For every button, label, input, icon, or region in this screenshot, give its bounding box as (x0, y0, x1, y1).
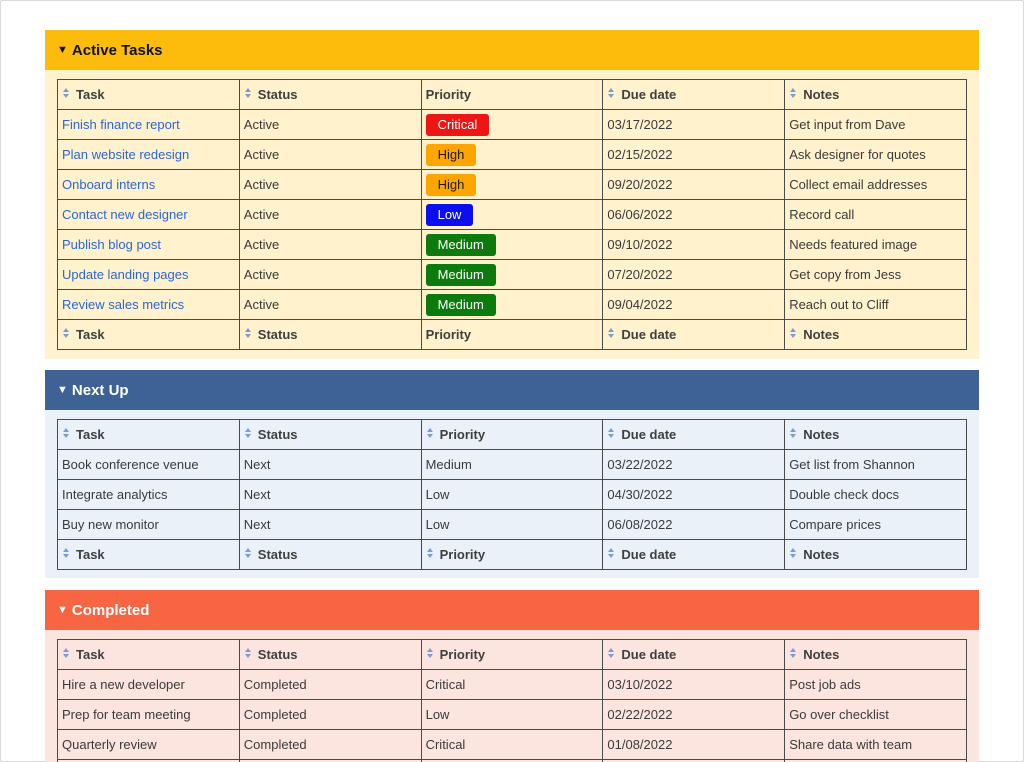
column-header-task[interactable]: Task (58, 640, 240, 670)
sort-icon[interactable] (426, 428, 436, 440)
notes-cell: Share data with team (785, 730, 967, 760)
sort-icon[interactable] (244, 648, 254, 660)
priority-badge: Medium (426, 294, 496, 316)
priority-cell: Critical (421, 670, 603, 700)
active-tasks-table (57, 79, 967, 350)
due-date-cell: 09/10/2022 (603, 230, 785, 260)
table-row (58, 730, 967, 760)
status-cell: Next (239, 480, 421, 510)
notes-cell: Collect email addresses (785, 170, 967, 200)
due-date-cell: 03/22/2022 (603, 450, 785, 480)
column-footer-status[interactable]: Status (239, 320, 421, 350)
column-header-due-date[interactable]: Due date (603, 640, 785, 670)
sort-icon[interactable] (244, 328, 254, 340)
due-date-cell: 07/20/2022 (603, 260, 785, 290)
status-cell: Completed (239, 700, 421, 730)
caret-down-icon[interactable]: ▼ (57, 604, 68, 616)
sort-icon[interactable] (789, 328, 799, 340)
caret-down-icon[interactable]: ▼ (57, 384, 68, 396)
column-header-task[interactable]: Task (58, 80, 240, 110)
sort-icon[interactable] (62, 548, 72, 560)
column-header-priority[interactable]: Priority (421, 640, 603, 670)
priority-cell: Low (421, 510, 603, 540)
column-footer-status[interactable]: Status (239, 540, 421, 570)
due-date-cell: 01/08/2022 (603, 730, 785, 760)
table-row (58, 510, 967, 540)
status-cell: Active (239, 230, 421, 260)
table-row (58, 290, 967, 320)
sort-icon[interactable] (789, 88, 799, 100)
due-date-cell: 06/08/2022 (603, 510, 785, 540)
table-row (58, 170, 967, 200)
due-date-cell: 04/30/2022 (603, 480, 785, 510)
column-header-status[interactable]: Status (239, 420, 421, 450)
task-link[interactable]: Plan website redesign (62, 147, 190, 162)
notes-cell: Post job ads (785, 670, 967, 700)
sort-icon[interactable] (62, 88, 72, 100)
status-cell: Active (239, 200, 421, 230)
notes-cell: Needs featured image (785, 230, 967, 260)
task-cell: Book conference venue (58, 450, 240, 480)
column-footer-task[interactable]: Task (58, 320, 240, 350)
table-row (58, 200, 967, 230)
table-row (58, 700, 967, 730)
task-link[interactable]: Onboard interns (62, 177, 156, 192)
priority-badge: Low (426, 204, 474, 226)
status-cell: Next (239, 510, 421, 540)
sort-icon[interactable] (426, 548, 436, 560)
next-up-table (57, 419, 967, 570)
priority-cell: Low (421, 700, 603, 730)
due-date-cell: 02/15/2022 (603, 140, 785, 170)
group-header-next-up[interactable] (45, 370, 979, 410)
sort-icon[interactable] (244, 88, 254, 100)
header-row (58, 640, 967, 670)
column-footer-priority[interactable]: Priority (421, 320, 603, 350)
footer-row (58, 320, 967, 350)
task-link[interactable]: Update landing pages (62, 267, 189, 282)
priority-cell: Medium (421, 450, 603, 480)
group-title: Active Tasks (71, 41, 163, 59)
task-link[interactable]: Finish finance report (62, 117, 180, 132)
footer-row (58, 540, 967, 570)
due-date-cell: 06/06/2022 (603, 200, 785, 230)
group-next-up (45, 370, 979, 578)
column-header-status[interactable]: Status (239, 80, 421, 110)
table-row (58, 480, 967, 510)
sort-icon[interactable] (607, 88, 617, 100)
column-footer-notes[interactable]: Notes (785, 320, 967, 350)
column-header-due-date[interactable]: Due date (603, 420, 785, 450)
column-header-task[interactable]: Task (58, 420, 240, 450)
notes-cell: Get copy from Jess (785, 260, 967, 290)
table-row (58, 140, 967, 170)
notes-cell: Go over checklist (785, 700, 967, 730)
sort-icon[interactable] (789, 548, 799, 560)
due-date-cell: 03/10/2022 (603, 670, 785, 700)
sort-icon[interactable] (426, 648, 436, 660)
group-header-active-tasks[interactable] (45, 30, 979, 70)
sort-icon[interactable] (244, 428, 254, 440)
sort-icon[interactable] (607, 648, 617, 660)
status-cell: Completed (239, 730, 421, 760)
completed-table (57, 639, 967, 762)
status-cell: Active (239, 140, 421, 170)
due-date-cell: 02/22/2022 (603, 700, 785, 730)
priority-cell: Low (421, 480, 603, 510)
task-cell: Integrate analytics (58, 480, 240, 510)
status-cell: Completed (239, 670, 421, 700)
sort-icon[interactable] (607, 548, 617, 560)
due-date-cell: 09/20/2022 (603, 170, 785, 200)
notes-cell: Ask designer for quotes (785, 140, 967, 170)
task-cell: Prep for team meeting (58, 700, 240, 730)
column-footer-task[interactable]: Task (58, 540, 240, 570)
table-row (58, 260, 967, 290)
task-cell: Quarterly review (58, 730, 240, 760)
sort-icon[interactable] (244, 548, 254, 560)
sort-icon[interactable] (789, 648, 799, 660)
table-row (58, 110, 967, 140)
sort-icon[interactable] (789, 428, 799, 440)
due-date-cell: 09/04/2022 (603, 290, 785, 320)
group-completed (45, 590, 979, 762)
column-header-notes[interactable]: Notes (785, 80, 967, 110)
notes-cell: Double check docs (785, 480, 967, 510)
notes-cell: Record call (785, 200, 967, 230)
table-row (58, 230, 967, 260)
group-active-tasks (45, 30, 979, 359)
status-cell: Active (239, 260, 421, 290)
priority-badge: Medium (426, 234, 496, 256)
header-row (58, 80, 967, 110)
task-link[interactable]: Publish blog post (62, 237, 162, 252)
table-row (58, 450, 967, 480)
notes-cell: Compare prices (785, 510, 967, 540)
column-footer-priority[interactable]: Priority (421, 540, 603, 570)
task-cell: Buy new monitor (58, 510, 240, 540)
status-cell: Next (239, 450, 421, 480)
notes-cell: Reach out to Cliff (785, 290, 967, 320)
notes-cell: Get input from Dave (785, 110, 967, 140)
column-footer-notes[interactable]: Notes (785, 540, 967, 570)
task-link[interactable]: Review sales metrics (62, 297, 185, 312)
column-header-priority[interactable]: Priority (421, 80, 603, 110)
task-link[interactable]: Contact new designer (62, 207, 188, 222)
column-header-status[interactable]: Status (239, 640, 421, 670)
column-footer-due-date[interactable]: Due date (603, 540, 785, 570)
sort-icon[interactable] (607, 428, 617, 440)
sort-icon[interactable] (62, 428, 72, 440)
column-footer-due-date[interactable]: Due date (603, 320, 785, 350)
group-header-completed[interactable] (45, 590, 979, 630)
priority-badge: High (426, 144, 477, 166)
column-header-notes[interactable]: Notes (785, 640, 967, 670)
priority-badge: Critical (426, 114, 490, 136)
sort-icon[interactable] (607, 328, 617, 340)
column-header-notes[interactable]: Notes (785, 420, 967, 450)
column-header-priority[interactable]: Priority (421, 420, 603, 450)
header-row (58, 420, 967, 450)
column-header-due-date[interactable]: Due date (603, 80, 785, 110)
priority-badge: Medium (426, 264, 496, 286)
due-date-cell: 03/17/2022 (603, 110, 785, 140)
caret-down-icon[interactable]: ▼ (57, 44, 68, 56)
priority-badge: High (426, 174, 477, 196)
priority-cell: Critical (421, 730, 603, 760)
status-cell: Active (239, 110, 421, 140)
notes-cell: Get list from Shannon (785, 450, 967, 480)
table-row (58, 670, 967, 700)
group-title: Next Up (71, 381, 129, 399)
sort-icon[interactable] (62, 648, 72, 660)
status-cell: Active (239, 290, 421, 320)
sort-icon[interactable] (62, 328, 72, 340)
group-title: Completed (71, 601, 150, 619)
status-cell: Active (239, 170, 421, 200)
task-cell: Hire a new developer (58, 670, 240, 700)
